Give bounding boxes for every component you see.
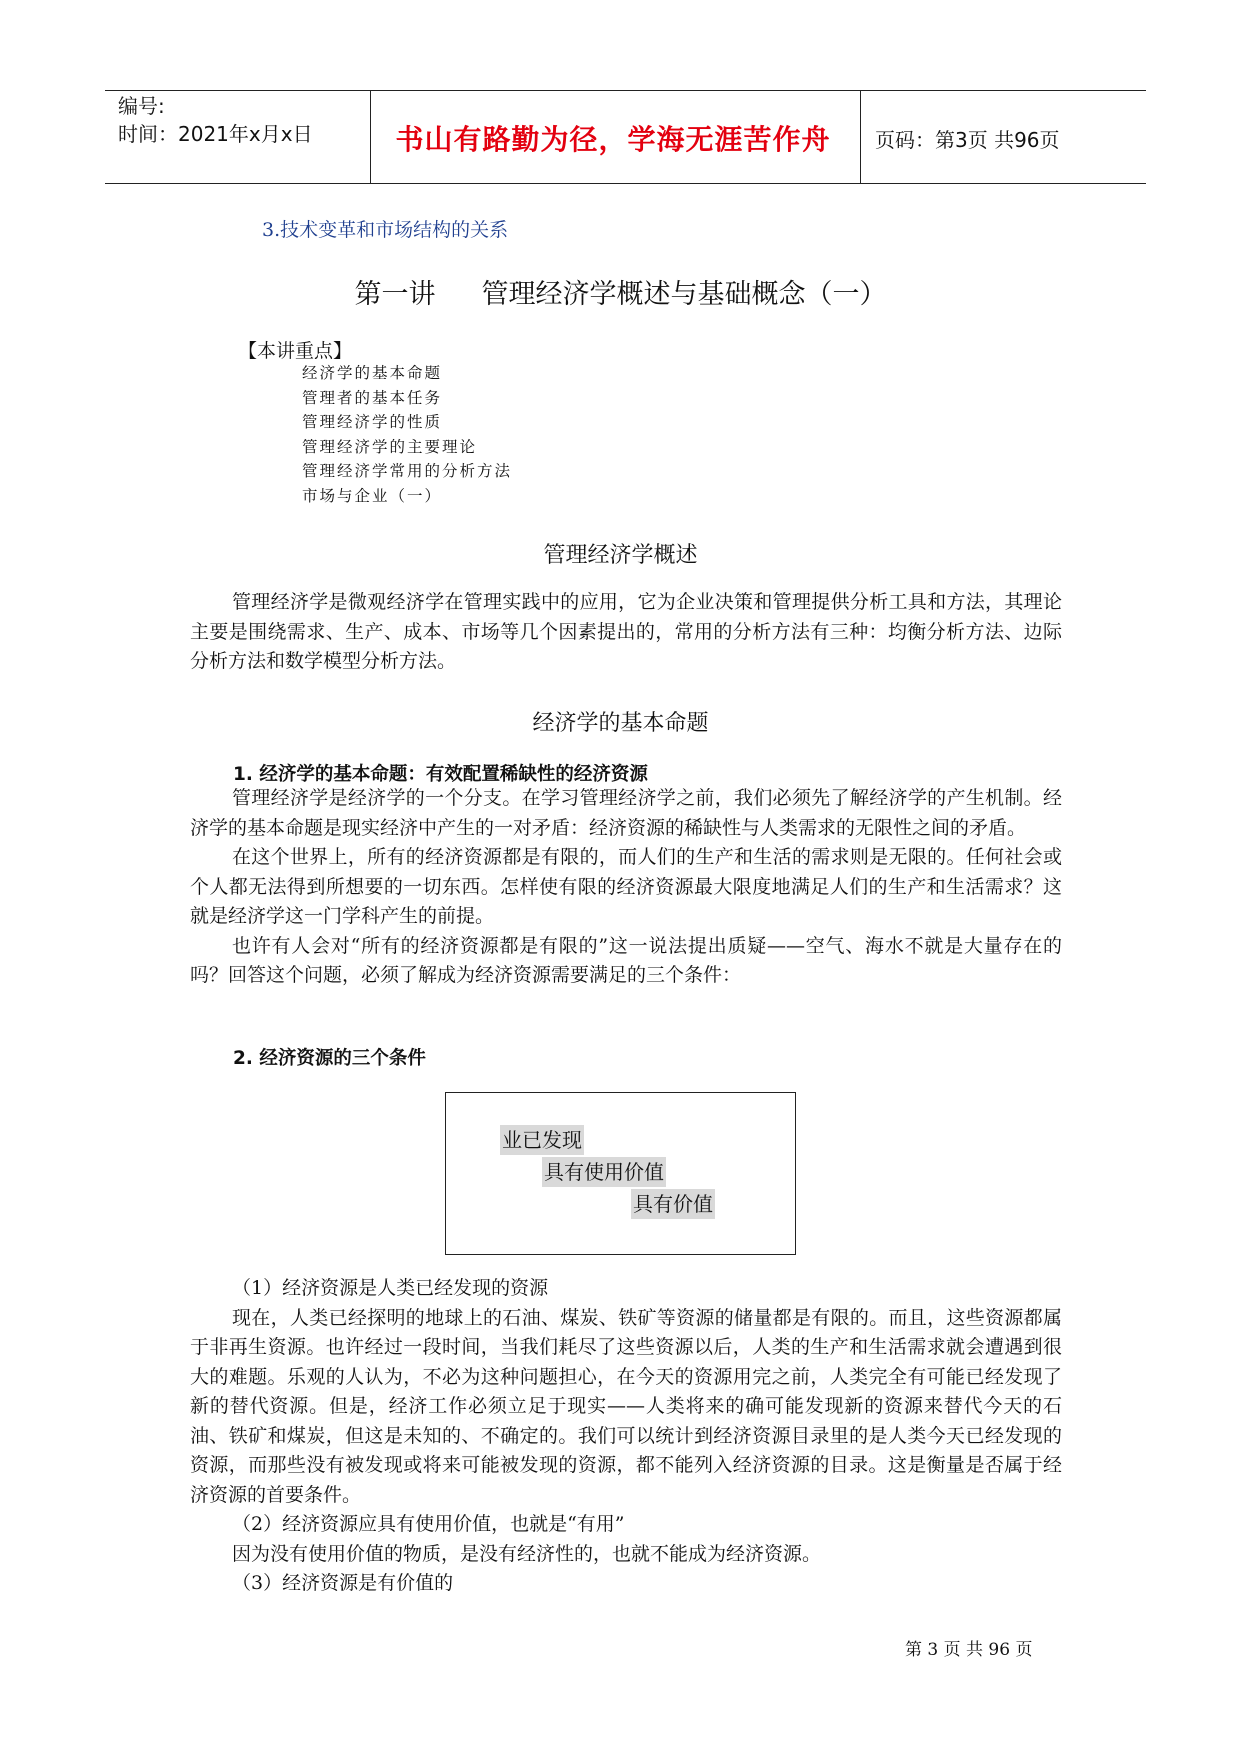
conditions-diagram <box>445 1092 796 1255</box>
header-top-rule <box>105 90 1146 91</box>
paragraph: 现在，人类已经探明的地球上的石油、煤炭、铁矿等资源的储量都是有限的。而且，这些资源都属于非再生资源。也许经过一段时间，当我们耗尽了这些资源以后，人类的生产和生活需求就会遭遇到很大的难题。乐观的人认为，不必为这种问题担心，在今天的资源用完之前，人类完全有可能已经发现了新的替代资源。但是，经济工作必须立足于现实——人类将来的确可能发现新的资源来替代今天的石油、铁矿和煤炭，但这是未知的、不确定的。我们可以统计到经济资源目录里的是人类今天已经发现的资源，而那些没有被发现或将来可能被发现的资源，都不能列入经济资源的目录。这是衡量是否属于经济资源的首要条件。 <box>190 1306 1062 1506</box>
diagram-label-discovered: 业已发现 <box>500 1125 584 1155</box>
key-point-item: 市场与企业（一） <box>302 486 443 505</box>
key-point-item: 管理经济学常用的分析方法 <box>302 462 513 480</box>
paragraph: 也许有人会对“所有的经济资源都是有限的”这一说法提出质疑——空气、海水不就是大量存在的吗？回答这个问题，必须了解成为经济资源需要满足的三个条件： <box>190 934 1062 986</box>
diagram-label-use-value: 具有使用价值 <box>542 1157 666 1187</box>
paragraph: 在这个世界上，所有的经济资源都是有限的，而人们的生产和生活的需求则是无限的。任何社会或个人都无法得到所想要的一切东西。怎样使有限的经济资源最大限度地满足人们的生产和生活需求？这就是经济学这一门学科产生的前提。 <box>190 846 1062 927</box>
header-divider-left <box>370 90 371 184</box>
header-bottom-rule <box>105 183 1146 184</box>
condition-3-title: （3）经济资源是有价值的 <box>232 1572 454 1594</box>
paragraph: 管理经济学是微观经济学在管理实践中的应用，它为企业决策和管理提供分析工具和方法，其理论主要是围绕需求、生产、成本、市场等几个因素提出的，常用的分析方法有三种：均衡分析方法、边际分析方法和数学模型分析方法。 <box>190 591 1062 672</box>
paragraph: 因为没有使用价值的物质，是没有经济性的，也就不能成为经济资源。 <box>232 1542 822 1565</box>
lecture-title <box>0 272 1241 311</box>
header-divider-right <box>860 90 861 184</box>
subheading-2: 2. 经济资源的三个条件 <box>233 1048 426 1069</box>
key-point-item: 管理经济学的性质 <box>302 413 443 431</box>
header-page-number: 页码：第3页 共96页 <box>875 128 1060 152</box>
section-heading-propositions: 经济学的基本命题 <box>532 711 709 736</box>
header-time: 时间：2021年x月x日 <box>118 122 313 146</box>
subsection-1-body <box>190 784 1062 991</box>
lecture-name: 管理经济学概述与基础概念（一） <box>481 279 887 310</box>
header-motto: 书山有路勤为径，学海无涯苦作舟 <box>395 123 831 156</box>
key-point-item: 经济学的基本命题 <box>302 364 443 382</box>
lecture-number: 第一讲 <box>354 279 436 310</box>
diagram-label-value: 具有价值 <box>631 1189 715 1219</box>
paragraph: 管理经济学是经济学的一个分支。在学习管理经济学之前，我们必须先了解经济学的产生机制。经济学的基本命题是现实经济中产生的一对矛盾：经济资源的稀缺性与人类需求的无限性之间的矛盾。 <box>190 787 1062 839</box>
key-point-item: 管理者的基本任务 <box>302 388 443 407</box>
overview-paragraph <box>190 588 1062 677</box>
condition-2-title: （2）经济资源应具有使用价值，也就是“有用” <box>232 1513 625 1535</box>
toc-line[interactable]: 3.技术变革和市场结构的关系 <box>262 219 509 241</box>
key-point-item: 管理经济学的主要理论 <box>302 437 478 456</box>
footer-page-number: 第 3 页 共 96 页 <box>905 1640 1033 1660</box>
header-serial: 编号: <box>118 94 165 118</box>
conditions-body <box>190 1274 1062 1599</box>
key-points-title: 【本讲重点】 <box>238 340 353 362</box>
subheading-1: 1. 经济学的基本命题：有效配置稀缺性的经济资源 <box>233 764 648 785</box>
key-points-list <box>302 361 512 508</box>
section-heading-overview: 管理经济学概述 <box>543 543 698 568</box>
condition-1-title: （1）经济资源是人类已经发现的资源 <box>232 1277 549 1299</box>
